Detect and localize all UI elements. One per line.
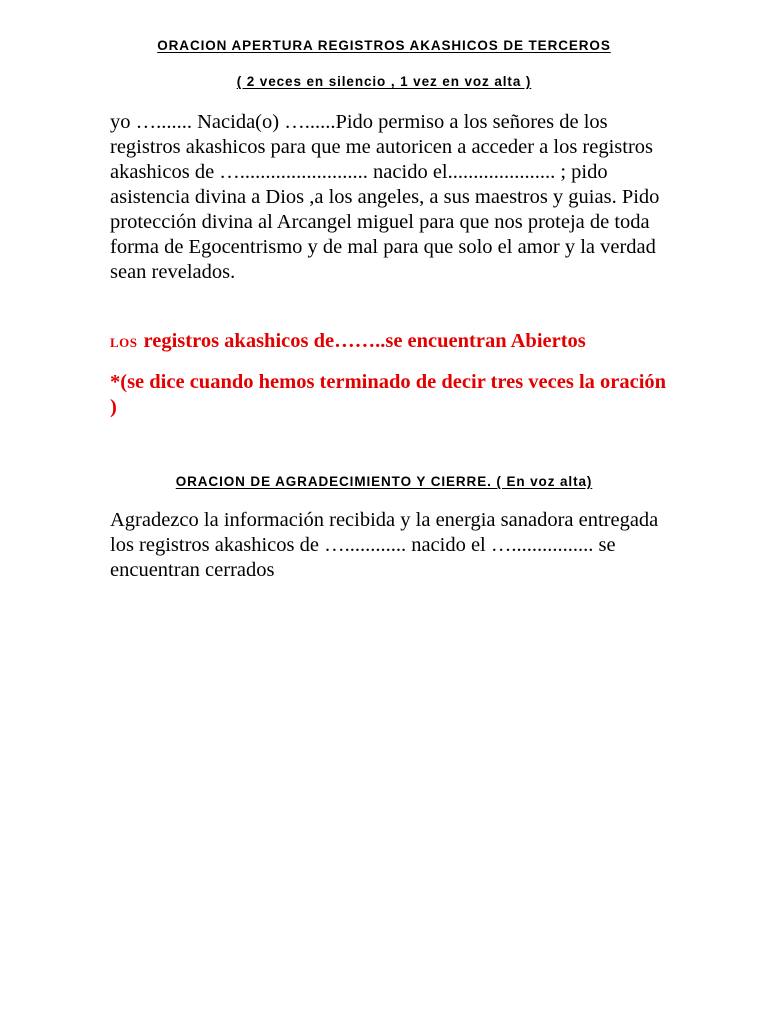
page-subtitle: ( 2 veces en silencio , 1 vez en voz alta )	[236, 74, 532, 89]
records-opened-line	[110, 328, 680, 356]
page-title: ORACION APERTURA REGISTROS AKASHICOS DE TERCEROS	[157, 38, 611, 53]
records-opened-prefix: LOS	[110, 335, 138, 350]
opening-prayer-paragraph: yo …....... Nacida(o) …......Pido permiso a los señores de los registros akashicos para que me autoricen a acceder a los registros akashicos de …......................... nacido el..................... ; pido asistencia divina a Dios ,a los angeles, a sus maestros y guias. Pido protección divina al Arcangel miguel para que nos proteja de toda forma de Egocentrismo y de mal para que solo el amor y la verdad sean revelados.	[110, 111, 660, 283]
records-opened-text: registros akashicos de……..se encuentran Abiertos	[143, 330, 586, 352]
closing-prayer-paragraph: Agradezco la información recibida y la energia sanadora entregada los registros akashicos de …............ nacido el …................ se encuentran cerrados	[110, 509, 659, 581]
prayer-instruction-note: *(se dice cuando hemos terminado de decir tres veces la oración )	[110, 371, 667, 418]
closing-section-title: ORACION DE AGRADECIMIENTO Y CIERRE. ( En voz alta)	[175, 474, 593, 489]
